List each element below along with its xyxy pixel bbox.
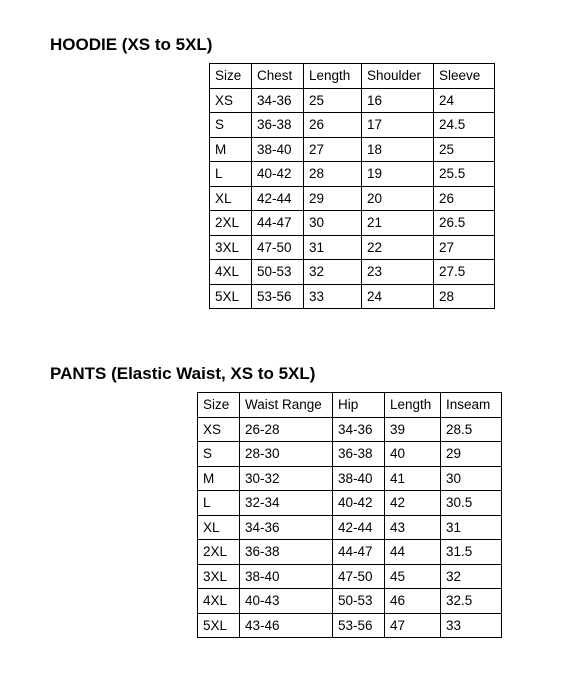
table-cell: 27 bbox=[304, 137, 362, 162]
table-row bbox=[198, 564, 502, 589]
header-cell: Length bbox=[385, 393, 441, 418]
table-cell: 44 bbox=[385, 540, 441, 565]
table-cell: 29 bbox=[304, 186, 362, 211]
table-cell: 26-28 bbox=[240, 417, 333, 442]
table-cell: 42-44 bbox=[252, 186, 304, 211]
table-cell: 20 bbox=[362, 186, 434, 211]
table-row bbox=[210, 113, 495, 138]
table-cell: 32.5 bbox=[441, 589, 502, 614]
table-cell: 5XL bbox=[210, 284, 252, 309]
table-cell: 26.5 bbox=[434, 211, 495, 236]
table-cell: M bbox=[210, 137, 252, 162]
table-cell: 19 bbox=[362, 162, 434, 187]
table-row bbox=[198, 466, 502, 491]
hoodie-size-table bbox=[209, 63, 495, 309]
table-cell: 3XL bbox=[198, 564, 240, 589]
table-cell: 33 bbox=[441, 613, 502, 638]
table-cell: 44-47 bbox=[252, 211, 304, 236]
table-cell: M bbox=[198, 466, 240, 491]
table-cell: 53-56 bbox=[252, 284, 304, 309]
table-header-row bbox=[210, 64, 495, 89]
table-cell: 4XL bbox=[198, 589, 240, 614]
table-row bbox=[210, 211, 495, 236]
table-cell: 34-36 bbox=[240, 515, 333, 540]
table-cell: 36-38 bbox=[333, 442, 385, 467]
table-cell: 28-30 bbox=[240, 442, 333, 467]
table-cell: 28.5 bbox=[441, 417, 502, 442]
table-row bbox=[210, 260, 495, 285]
header-cell: Hip bbox=[333, 393, 385, 418]
header-cell: Length bbox=[304, 64, 362, 89]
table-cell: 25 bbox=[434, 137, 495, 162]
table-cell: 31.5 bbox=[441, 540, 502, 565]
table-cell: 29 bbox=[441, 442, 502, 467]
pants-size-table bbox=[197, 392, 502, 638]
table-cell: S bbox=[210, 113, 252, 138]
table-cell: 23 bbox=[362, 260, 434, 285]
table-cell: 39 bbox=[385, 417, 441, 442]
table-cell: 34-36 bbox=[333, 417, 385, 442]
table-cell: 40-42 bbox=[252, 162, 304, 187]
table-cell: 24.5 bbox=[434, 113, 495, 138]
table-cell: 28 bbox=[304, 162, 362, 187]
table-cell: 30 bbox=[304, 211, 362, 236]
table-cell: 45 bbox=[385, 564, 441, 589]
table-cell: L bbox=[198, 491, 240, 516]
table-row bbox=[198, 442, 502, 467]
table-cell: 50-53 bbox=[333, 589, 385, 614]
table-cell: 25.5 bbox=[434, 162, 495, 187]
table-row bbox=[198, 491, 502, 516]
table-cell: 47 bbox=[385, 613, 441, 638]
table-cell: 24 bbox=[362, 284, 434, 309]
table-cell: 30-32 bbox=[240, 466, 333, 491]
header-cell: Waist Range bbox=[240, 393, 333, 418]
table-cell: 26 bbox=[304, 113, 362, 138]
table-cell: 38-40 bbox=[333, 466, 385, 491]
table-cell: 50-53 bbox=[252, 260, 304, 285]
table-cell: 42 bbox=[385, 491, 441, 516]
table-cell: 5XL bbox=[198, 613, 240, 638]
table-cell: 36-38 bbox=[252, 113, 304, 138]
table-cell: 32-34 bbox=[240, 491, 333, 516]
table-cell: 26 bbox=[434, 186, 495, 211]
table-cell: 17 bbox=[362, 113, 434, 138]
pants-title: PANTS (Elastic Waist, XS to 5XL) bbox=[50, 364, 316, 383]
table-cell: 34-36 bbox=[252, 88, 304, 113]
table-row bbox=[210, 235, 495, 260]
table-cell: 18 bbox=[362, 137, 434, 162]
header-cell: Shoulder bbox=[362, 64, 434, 89]
table-cell: 21 bbox=[362, 211, 434, 236]
table-cell: 27 bbox=[434, 235, 495, 260]
table-cell: 42-44 bbox=[333, 515, 385, 540]
table-cell: 44-47 bbox=[333, 540, 385, 565]
table-row bbox=[210, 162, 495, 187]
table-cell: 43 bbox=[385, 515, 441, 540]
table-cell: 32 bbox=[304, 260, 362, 285]
table-row bbox=[210, 88, 495, 113]
table-row bbox=[198, 540, 502, 565]
table-cell: 41 bbox=[385, 466, 441, 491]
table-row bbox=[210, 137, 495, 162]
table-cell: 46 bbox=[385, 589, 441, 614]
table-cell: 27.5 bbox=[434, 260, 495, 285]
table-cell: 40-42 bbox=[333, 491, 385, 516]
table-cell: L bbox=[210, 162, 252, 187]
header-cell: Chest bbox=[252, 64, 304, 89]
table-cell: 38-40 bbox=[240, 564, 333, 589]
table-cell: 16 bbox=[362, 88, 434, 113]
table-row bbox=[198, 417, 502, 442]
table-row bbox=[198, 613, 502, 638]
table-cell: 40 bbox=[385, 442, 441, 467]
table-cell: 43-46 bbox=[240, 613, 333, 638]
table-cell: 3XL bbox=[210, 235, 252, 260]
table-cell: 47-50 bbox=[252, 235, 304, 260]
table-cell: 22 bbox=[362, 235, 434, 260]
table-row bbox=[210, 284, 495, 309]
table-cell: 24 bbox=[434, 88, 495, 113]
table-cell: 32 bbox=[441, 564, 502, 589]
table-header-row bbox=[198, 393, 502, 418]
table-cell: 38-40 bbox=[252, 137, 304, 162]
table-cell: 53-56 bbox=[333, 613, 385, 638]
table-row bbox=[198, 589, 502, 614]
hoodie-title: HOODIE (XS to 5XL) bbox=[50, 35, 213, 54]
pants-table-body bbox=[198, 417, 502, 638]
table-cell: XL bbox=[198, 515, 240, 540]
table-cell: 30 bbox=[441, 466, 502, 491]
header-cell: Size bbox=[198, 393, 240, 418]
table-cell: XS bbox=[198, 417, 240, 442]
header-cell: Size bbox=[210, 64, 252, 89]
table-cell: 31 bbox=[304, 235, 362, 260]
table-row bbox=[210, 186, 495, 211]
table-cell: 30.5 bbox=[441, 491, 502, 516]
table-cell: 33 bbox=[304, 284, 362, 309]
table-cell: 2XL bbox=[210, 211, 252, 236]
table-cell: 25 bbox=[304, 88, 362, 113]
table-cell: 36-38 bbox=[240, 540, 333, 565]
table-cell: 4XL bbox=[210, 260, 252, 285]
table-cell: 2XL bbox=[198, 540, 240, 565]
header-cell: Sleeve bbox=[434, 64, 495, 89]
table-cell: 28 bbox=[434, 284, 495, 309]
table-cell: S bbox=[198, 442, 240, 467]
table-cell: XL bbox=[210, 186, 252, 211]
table-cell: 47-50 bbox=[333, 564, 385, 589]
table-row bbox=[198, 515, 502, 540]
table-cell: 31 bbox=[441, 515, 502, 540]
table-cell: XS bbox=[210, 88, 252, 113]
header-cell: Inseam bbox=[441, 393, 502, 418]
hoodie-table-body bbox=[210, 88, 495, 309]
table-cell: 40-43 bbox=[240, 589, 333, 614]
